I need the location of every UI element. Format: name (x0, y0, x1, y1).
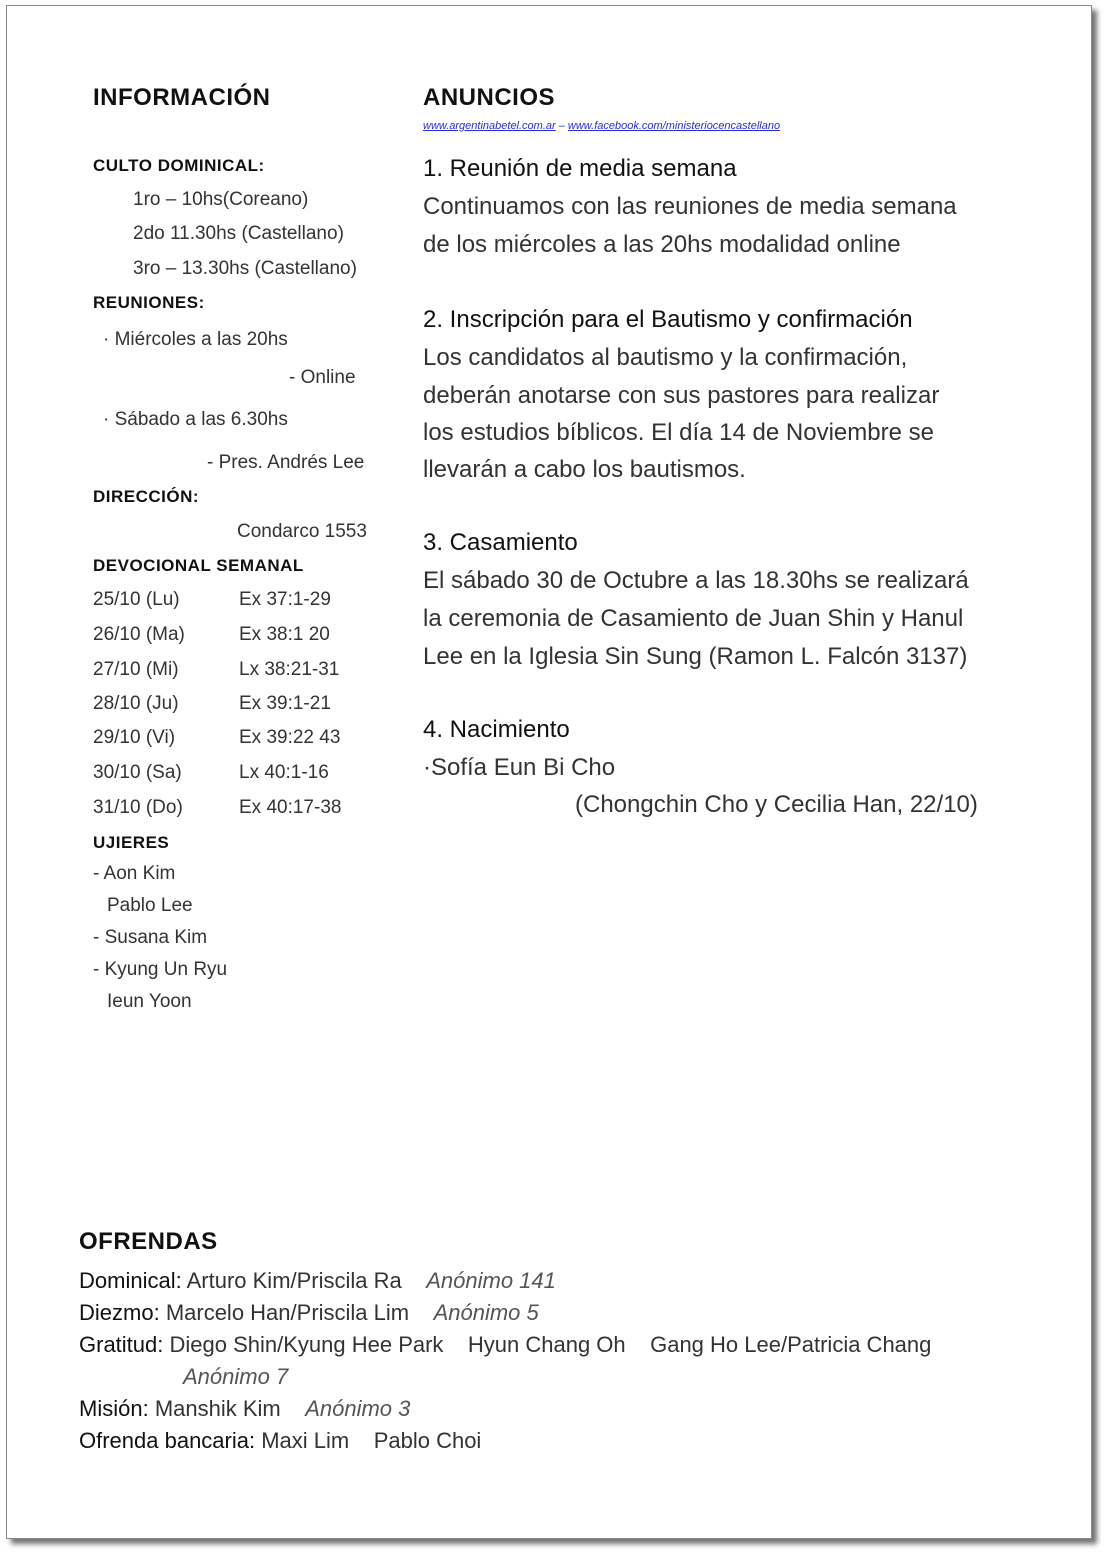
info-title: INFORMACIÓN (93, 84, 271, 111)
devocional-ref: Lx 40:1-16 (239, 762, 329, 783)
announcement-line: ·Sofía Eun Bi Cho (423, 754, 616, 781)
culto-heading: CULTO DOMINICAL: (93, 156, 265, 175)
ujier-name: - Aon Kim (93, 863, 176, 884)
facebook-link[interactable]: www.facebook.com/ministeriocencastellano (567, 120, 781, 132)
ofrenda-label: Dominical: (79, 1268, 182, 1293)
direccion-heading: DIRECCIÓN: (93, 487, 200, 506)
reunion-item: · Sábado a las 6.30hs (103, 409, 288, 430)
announcement-title: 2. Inscripción para el Bautismo y confirmación (423, 306, 913, 333)
culto-item: 3ro – 13.30hs (Castellano) (133, 258, 357, 279)
reunion-note: - Pres. Andrés Lee (207, 452, 365, 473)
announcement-line: los estudios bíblicos. El día 14 de Noviembre se (423, 419, 934, 446)
ofrenda-label: Gratitud: (79, 1332, 164, 1357)
ujier-name: Ieun Yoon (107, 991, 192, 1012)
announcement-title: 4. Nacimiento (423, 716, 570, 743)
ofrenda-names: Arturo Kim/Priscila Ra (186, 1268, 402, 1293)
announcement-line: de los miércoles a las 20hs modalidad online (423, 231, 901, 258)
announcement-line: deberán anotarse con sus pastores para realizar (423, 382, 940, 409)
ofrenda-anon: Anónimo 3 (305, 1396, 411, 1421)
reunion-item: · Miércoles a las 20hs (103, 329, 288, 350)
website-link[interactable]: www.argentinabetel.com.ar (423, 120, 556, 132)
devocional-ref: Ex 40:17-38 (239, 797, 342, 818)
announcement-title: 3. Casamiento (423, 529, 578, 556)
devocional-day: 29/10 (Vi) (93, 727, 176, 748)
devocional-ref: Lx 38:21-31 (239, 659, 340, 680)
devocional-day: 26/10 (Ma) (93, 624, 185, 645)
devocional-day: 27/10 (Mi) (93, 659, 179, 680)
ofrenda-names: Manshik Kim (154, 1396, 281, 1421)
devocional-ref: Ex 39:1-21 (239, 693, 331, 714)
links-line (423, 120, 780, 132)
announcement-line: (Chongchin Cho y Cecilia Han, 22/10) (575, 791, 978, 818)
devocional-day: 31/10 (Do) (93, 797, 183, 818)
ofrenda-names: Diego Shin/Kyung Hee Park Hyun Chang Oh Gang Ho Lee/Patricia Chang (169, 1332, 932, 1357)
ujier-name: Pablo Lee (107, 895, 193, 916)
announcement-line: El sábado 30 de Octubre a las 18.30hs se realizará (423, 567, 969, 594)
devocional-ref: Ex 37:1-29 (239, 589, 331, 610)
ujier-name: - Susana Kim (93, 927, 208, 948)
devocional-ref: Ex 39:22 43 (239, 727, 341, 748)
ofrenda-names: Marcelo Han/Priscila Lim (165, 1300, 410, 1325)
culto-item: 1ro – 10hs(Coreano) (133, 189, 309, 210)
announcement-line: la ceremonia de Casamiento de Juan Shin y Hanul (423, 605, 964, 632)
bulletin-page (6, 5, 1092, 1539)
devocional-day: 28/10 (Ju) (93, 693, 179, 714)
announcement-line: Los candidatos al bautismo y la confirmación, (423, 344, 908, 371)
ofrenda-gratitud-anon-line (183, 1364, 288, 1390)
ofrenda-diezmo (79, 1300, 539, 1326)
announcement-line: Lee en la Iglesia Sin Sung (Ramon L. Falcón 3137) (423, 643, 968, 670)
devocional-heading: DEVOCIONAL SEMANAL (93, 556, 304, 575)
culto-item: 2do 11.30hs (Castellano) (133, 223, 344, 244)
ofrenda-anon: Anónimo 5 (433, 1300, 539, 1325)
announcement-line: llevarán a cabo los bautismos. (423, 456, 746, 483)
ujier-name: - Kyung Un Ryu (93, 959, 228, 980)
ujieres-heading: UJIERES (93, 833, 170, 852)
reuniones-heading: REUNIONES: (93, 293, 205, 312)
announcement-line: Continuamos con las reuniones de media semana (423, 193, 957, 220)
ofrenda-mision (79, 1396, 410, 1422)
link-separator: – (555, 120, 568, 132)
ofrenda-bancaria (79, 1428, 481, 1454)
ofrenda-anon: Anónimo 7 (183, 1364, 289, 1389)
ofrenda-gratitud (79, 1332, 931, 1358)
ofrenda-names: Maxi Lim Pablo Choi (261, 1428, 482, 1453)
devocional-ref: Ex 38:1 20 (239, 624, 330, 645)
ofrenda-label: Misión: (79, 1396, 149, 1421)
ofrendas-title: OFRENDAS (79, 1228, 218, 1255)
anuncios-title: ANUNCIOS (423, 84, 556, 111)
announcement-title: 1. Reunión de media semana (423, 155, 737, 182)
ofrenda-label: Diezmo: (79, 1300, 160, 1325)
ofrenda-label: Ofrenda bancaria: (79, 1428, 256, 1453)
ofrenda-dominical (79, 1268, 556, 1294)
direccion-value: Condarco 1553 (237, 521, 367, 542)
devocional-day: 25/10 (Lu) (93, 589, 180, 610)
reunion-note: - Online (289, 367, 356, 388)
devocional-day: 30/10 (Sa) (93, 762, 182, 783)
ofrenda-anon: Anónimo 141 (426, 1268, 556, 1293)
